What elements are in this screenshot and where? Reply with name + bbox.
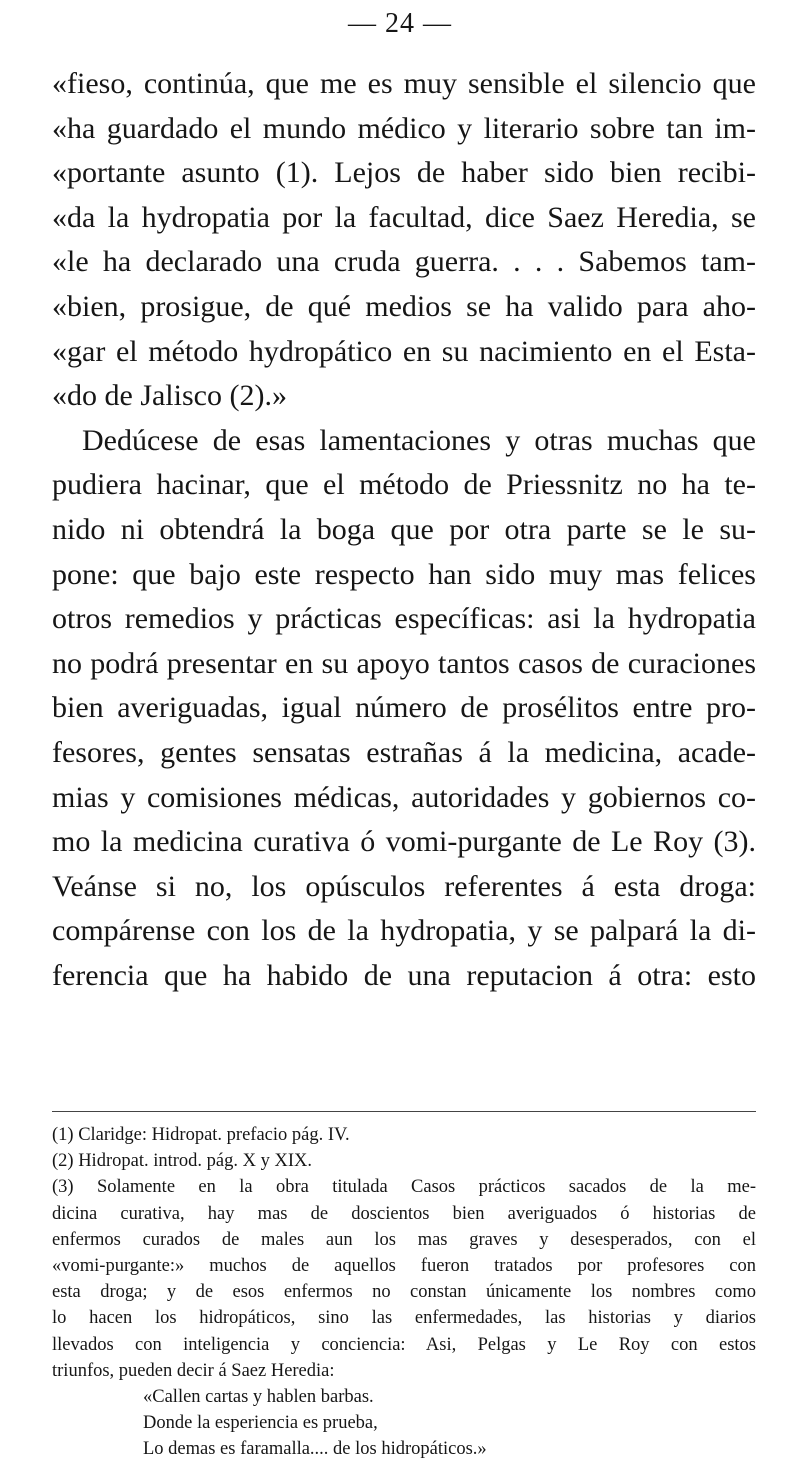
text-line: pudiera hacinar, que el método de Priessnitz no ha te- <box>52 468 756 502</box>
text-line: «da la hydropatia por la facultad, dice Saez Heredia, se <box>52 200 756 234</box>
footnote-1: (1) Claridge: Hidropat. prefacio pág. IV. <box>52 1125 350 1145</box>
footnote-3-line: esta droga; y de esos enfermos no constan únicamente los nombres como <box>52 1282 756 1303</box>
text-line: ferencia que ha habido de una reputacion á otra: esto <box>52 958 756 992</box>
text-line: mias y comisiones médicas, autoridades y gobiernos co- <box>52 780 756 814</box>
footnote-3-line: «vomi-purgante:» muchos de aquellos fueron tratados por profesores con <box>52 1255 756 1276</box>
text-line: no podrá presentar en su apoyo tantos casos de curaciones <box>52 646 756 680</box>
text-line: «fieso, continúa, que me es muy sensible el silencio que <box>52 67 756 100</box>
footnote-verse-line: Donde la esperiencia es prueba, <box>143 1413 378 1434</box>
footnote-verse-line: Lo demas es faramalla.... de los hidropáticos.» <box>143 1439 487 1460</box>
footnote-3-line: dicina curativa, hay mas de doscientos bien averiguados ó historias de <box>52 1203 756 1224</box>
footnote-3-line: lo hacen los hidropáticos, sino las enfermedades, las historias y diarios <box>52 1308 756 1329</box>
footnote-3-line: llevados con inteligencia y conciencia: Asi, Pelgas y Le Roy con estos <box>52 1334 756 1355</box>
page-number: — 24 — <box>348 8 452 39</box>
text-line: nido ni obtendrá la boga que por otra parte se le su- <box>52 512 756 546</box>
text-line: pone: que bajo este respecto han sido muy mas felices <box>52 557 756 591</box>
text-line: «gar el método hydropático en su nacimiento en el Esta- <box>52 334 756 368</box>
footnote-3: (3) Solamente en la obra titulada Casos prácticos sacados de la me- <box>52 1177 756 1198</box>
footnote-3-line: triunfos, pueden decir á Saez Heredia: <box>52 1360 335 1381</box>
text-line: bien averiguadas, igual número de prosélitos entre pro- <box>52 691 756 725</box>
text-line: mo la medicina curativa ó vomi-purgante de Le Roy (3). <box>52 825 756 859</box>
paragraph-start-line: Dedúcese de esas lamentaciones y otras muchas que <box>82 423 756 457</box>
main-text <box>52 62 756 998</box>
text-line: otros remedios y prácticas específicas: asi la hydropatia <box>52 602 756 636</box>
text-line: fesores, gentes sensatas estrañas á la medicina, acade- <box>52 735 756 769</box>
footnote-verse-line: «Callen cartas y hablen barbas. <box>143 1386 374 1407</box>
text-line: Veánse si no, los opúsculos referentes á esta droga: <box>52 869 756 903</box>
text-line: «portante asunto (1). Lejos de haber sido bien recibi- <box>52 156 756 190</box>
footnote-3-line: enfermos curados de males aun los mas graves y desesperados, con el <box>52 1229 756 1250</box>
footnote-divider <box>52 1111 756 1112</box>
text-line: «le ha declarado una cruda guerra. . . . Sabemos tam- <box>52 245 756 279</box>
footnote-2: (2) Hidropat. introd. pág. X y XIX. <box>52 1151 312 1172</box>
footnotes <box>52 1122 756 1462</box>
text-line: «ha guardado el mundo médico y literario sobre tan im- <box>52 111 756 145</box>
text-line: «do de Jalisco (2).» <box>52 379 287 413</box>
text-line: «bien, prosigue, de qué medios se ha valido para aho- <box>52 289 756 323</box>
text-line: compárense con los de la hydropatia, y se palpará la di- <box>52 914 756 948</box>
